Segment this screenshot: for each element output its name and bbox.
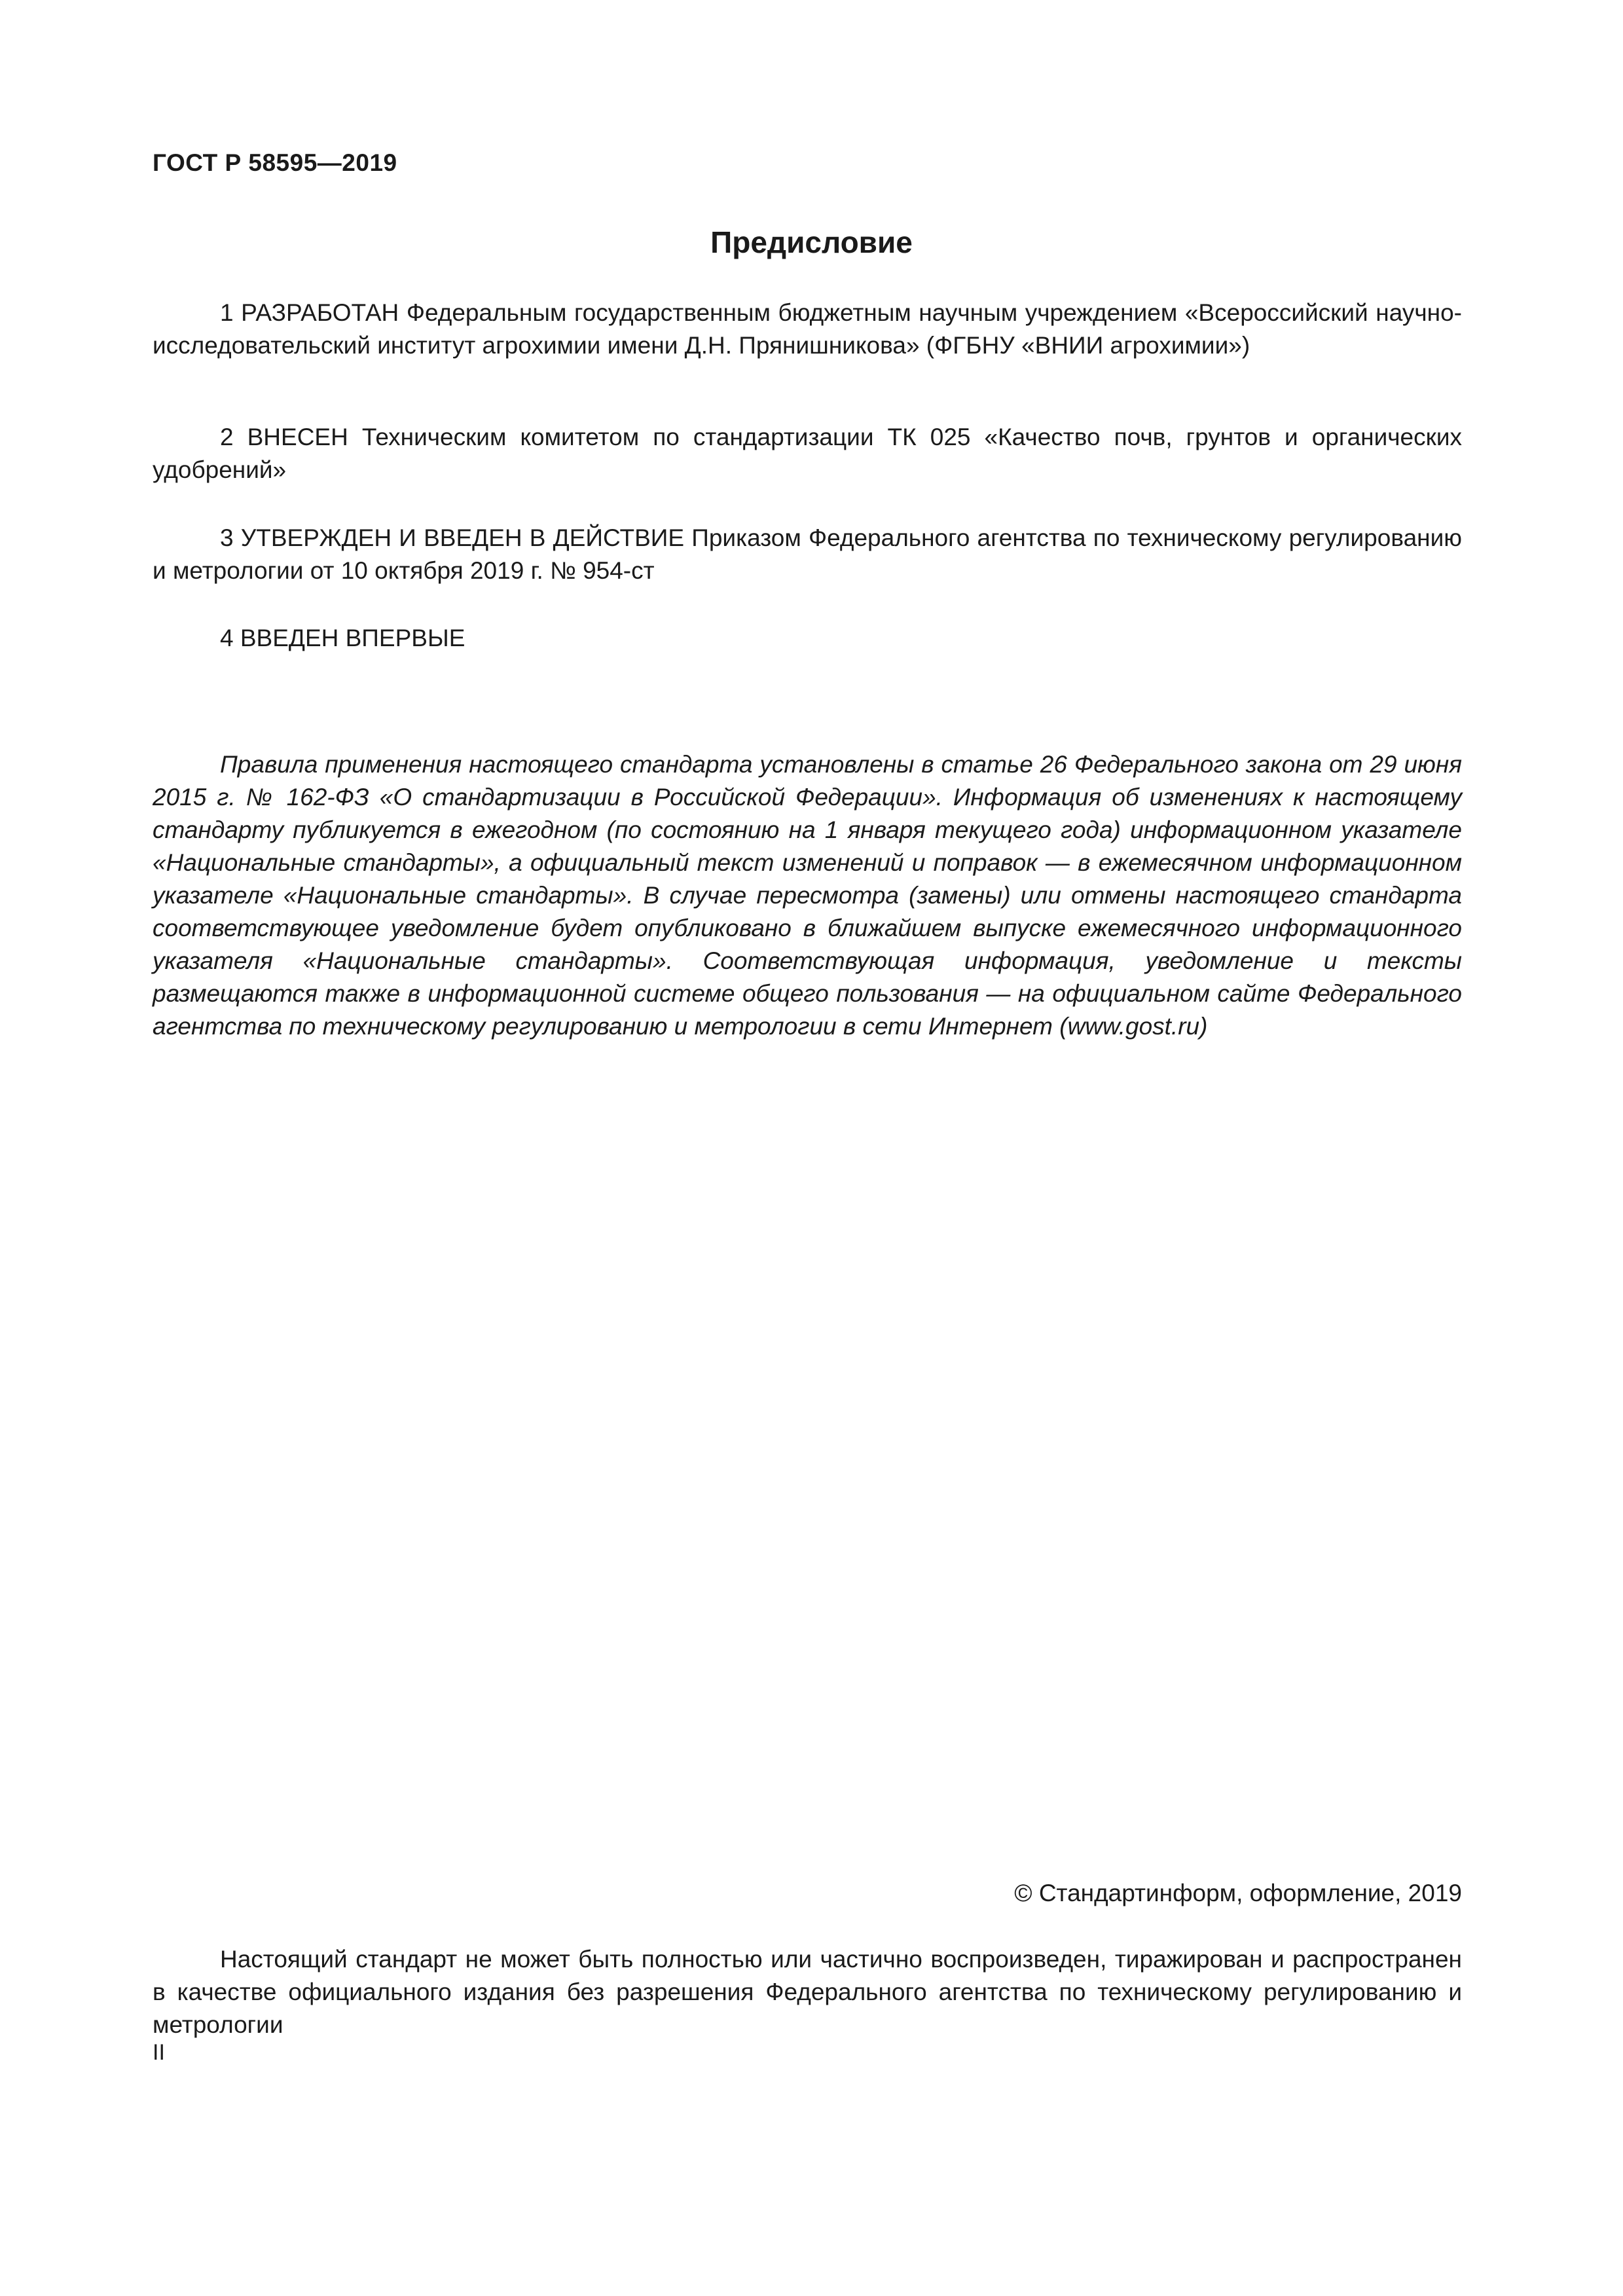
preface-item-3: 3 УТВЕРЖДЕН И ВВЕДЕН В ДЕЙСТВИЕ Приказом Федерального агентства по техническому регулированию и метрологии от 10 октября 2019 г. № 954-ст xyxy=(153,524,1462,584)
preface-item-2: 2 ВНЕСЕН Техническим комитетом по стандартизации ТК 025 «Качество почв, грунтов и органических удобрений» xyxy=(153,424,1462,483)
standard-code: ГОСТ Р 58595—2019 xyxy=(153,149,397,176)
page-title: Предисловие xyxy=(710,225,913,259)
copyright-notice: © Стандартинформ, оформление, 2019 xyxy=(1014,1880,1462,1906)
preface-item-1: 1 РАЗРАБОТАН Федеральным государственным бюджетным научным учреждением «Всероссийский научно-исследовательский институт агрохимии имени Д.Н. Прянишникова» (ФГБНУ «ВНИИ агрохимии») xyxy=(153,299,1462,359)
reproduction-notice: Настоящий стандарт не может быть полностью или частично воспроизведен, тиражирован и распространен в качестве официального издания без разрешения Федерального агентства по техническому регулированию и метрологии xyxy=(153,1946,1462,2038)
preface-item-4: 4 ВВЕДЕН ВПЕРВЫЕ xyxy=(220,625,465,651)
page-number: II xyxy=(153,2040,165,2065)
application-rules-text: Правила применения настоящего стандарта установлены в статье 26 Федерального закона от 29 июня 2015 г. № 162-ФЗ «О стандартизации в Российской Федерации». Информация об изменениях к настоящему стандарту публикуется в ежегодном (по состоянию на 1 января текущего года) информационном указателе «Национальные стандарты», а официальный текст изменений и поправок — в ежемесячном информационном указателе «Национальные стандарты». В случае пересмотра (замены) или отмены настоящего стандарта соответствующее уведомление будет опубликовано в ближайшем выпуске ежемесячного информационного указателя «Национальные стандарты». Соответствующая информация, уведомление и тексты размещаются также в информационной системе общего пользования — на официальном сайте Федерального агентства по техническому регулированию и метрологии в сети Интернет (www.gost.ru) xyxy=(153,751,1462,1040)
